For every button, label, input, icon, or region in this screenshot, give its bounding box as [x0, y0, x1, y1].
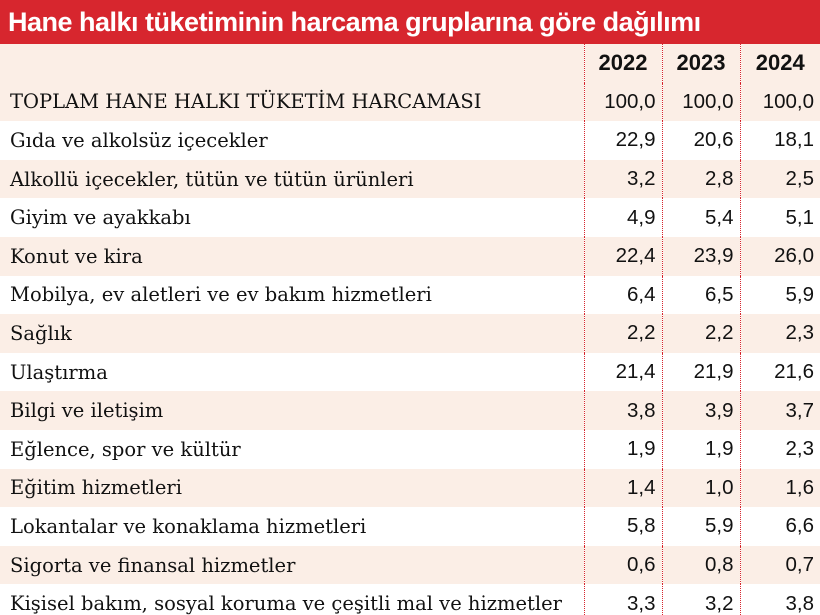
row-label: Eğlence, spor ve kültür: [0, 430, 584, 469]
table-row: [0, 430, 820, 469]
header-row: [0, 44, 820, 83]
value-cell-2023: 6,5: [662, 276, 740, 315]
value-cell-2022: 3,3: [584, 584, 662, 615]
column-header-2022: 2022: [584, 44, 662, 83]
table-row: [0, 469, 820, 508]
table-row: [0, 353, 820, 392]
value-cell-2023: 21,9: [662, 353, 740, 392]
value-cell-2023: 0,8: [662, 546, 740, 585]
value-cell-2022: 100,0: [584, 83, 662, 122]
value-cell-2024: 3,7: [740, 391, 820, 430]
value-cell-2023: 100,0: [662, 83, 740, 122]
value-cell-2023: 20,6: [662, 121, 740, 160]
value-cell-2023: 3,9: [662, 391, 740, 430]
row-label: Bilgi ve iletişim: [0, 391, 584, 430]
column-header-2024: 2024: [740, 44, 820, 83]
data-table: [0, 44, 820, 615]
value-cell-2024: 2,3: [740, 430, 820, 469]
value-cell-2022: 1,4: [584, 469, 662, 508]
value-cell-2022: 3,2: [584, 160, 662, 199]
value-cell-2023: 1,9: [662, 430, 740, 469]
value-cell-2022: 21,4: [584, 353, 662, 392]
row-label: Alkollü içecekler, tütün ve tütün ürünleri: [0, 160, 584, 199]
value-cell-2022: 6,4: [584, 276, 662, 315]
row-label: TOPLAM HANE HALKI TÜKETİM HARCAMASI: [0, 83, 584, 122]
row-label: Konut ve kira: [0, 237, 584, 276]
value-cell-2024: 6,6: [740, 507, 820, 546]
row-label: Mobilya, ev aletleri ve ev bakım hizmetleri: [0, 276, 584, 315]
table-row: [0, 160, 820, 199]
table-row: [0, 546, 820, 585]
header-label-cell: [0, 44, 584, 83]
value-cell-2024: 21,6: [740, 353, 820, 392]
table-row: [0, 83, 820, 122]
value-cell-2022: 3,8: [584, 391, 662, 430]
value-cell-2024: 1,6: [740, 469, 820, 508]
row-label: Ulaştırma: [0, 353, 584, 392]
value-cell-2024: 0,7: [740, 546, 820, 585]
table-row: [0, 237, 820, 276]
value-cell-2024: 18,1: [740, 121, 820, 160]
row-label: Sigorta ve finansal hizmetler: [0, 546, 584, 585]
value-cell-2022: 1,9: [584, 430, 662, 469]
row-label: Eğitim hizmetleri: [0, 469, 584, 508]
value-cell-2023: 3,2: [662, 584, 740, 615]
value-cell-2023: 2,8: [662, 160, 740, 199]
table-title: Hane halkı tüketiminin harcama gruplarına göre dağılımı: [0, 0, 820, 44]
value-cell-2024: 2,3: [740, 314, 820, 353]
table-row: [0, 198, 820, 237]
value-cell-2023: 5,4: [662, 198, 740, 237]
table-row: [0, 507, 820, 546]
value-cell-2022: 5,8: [584, 507, 662, 546]
value-cell-2024: 26,0: [740, 237, 820, 276]
value-cell-2022: 0,6: [584, 546, 662, 585]
value-cell-2023: 2,2: [662, 314, 740, 353]
row-label: Gıda ve alkolsüz içecekler: [0, 121, 584, 160]
value-cell-2024: 3,8: [740, 584, 820, 615]
row-label: Kişisel bakım, sosyal koruma ve çeşitli mal ve hizmetler: [0, 584, 584, 615]
table-row: [0, 391, 820, 430]
table-row: [0, 314, 820, 353]
table-row: [0, 121, 820, 160]
column-header-2023: 2023: [662, 44, 740, 83]
value-cell-2023: 23,9: [662, 237, 740, 276]
value-cell-2024: 2,5: [740, 160, 820, 199]
row-label: Lokantalar ve konaklama hizmetleri: [0, 507, 584, 546]
value-cell-2023: 1,0: [662, 469, 740, 508]
table-row: [0, 276, 820, 315]
value-cell-2024: 5,9: [740, 276, 820, 315]
value-cell-2022: 4,9: [584, 198, 662, 237]
value-cell-2023: 5,9: [662, 507, 740, 546]
value-cell-2022: 2,2: [584, 314, 662, 353]
table-row: [0, 584, 820, 615]
value-cell-2022: 22,4: [584, 237, 662, 276]
value-cell-2024: 5,1: [740, 198, 820, 237]
row-label: Giyim ve ayakkabı: [0, 198, 584, 237]
value-cell-2022: 22,9: [584, 121, 662, 160]
row-label: Sağlık: [0, 314, 584, 353]
value-cell-2024: 100,0: [740, 83, 820, 122]
